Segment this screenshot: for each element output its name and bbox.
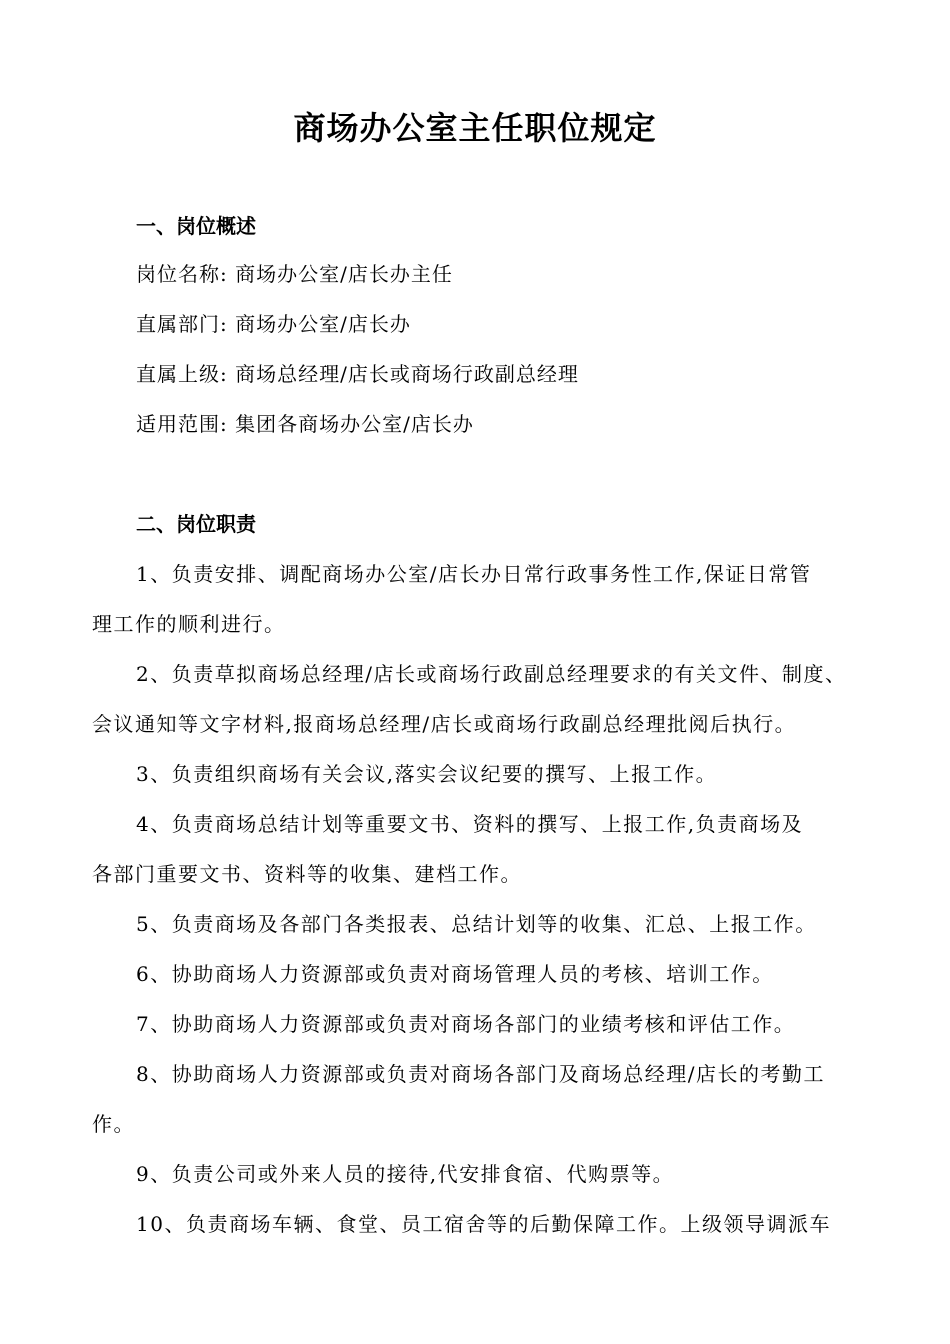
info-row-supervisor: [136, 359, 579, 389]
document-title: 商场办公室主任职位规定: [293, 109, 657, 147]
duty-3-line-1: 3、负责组织商场有关会议,落实会议纪要的撰写、上报工作。: [136, 762, 718, 786]
info-row-department: [136, 309, 411, 339]
info-label: 直属部门:: [136, 312, 228, 336]
duty-2-line-2: 会议通知等文字材料,报商场总经理/店长或商场行政副总经理批阅后执行。: [92, 712, 797, 736]
section-heading-overview: 一、岗位概述: [136, 214, 256, 238]
duty-6-line-1: 6、协助商场人力资源部或负责对商场管理人员的考核、培训工作。: [136, 962, 774, 986]
duty-8-line-2: 作。: [92, 1112, 135, 1136]
duty-8-line-1: 8、协助商场人力资源部或负责对商场各部门及商场总经理/店长的考勤工: [136, 1062, 825, 1086]
duty-7-line-1: 7、协助商场人力资源部或负责对商场各部门的业绩考核和评估工作。: [136, 1012, 796, 1036]
duty-1-line-2: 理工作的顺利进行。: [92, 612, 286, 636]
info-value: 商场总经理/店长或商场行政副总经理: [235, 362, 579, 386]
info-value: 商场办公室/店长办主任: [235, 262, 453, 286]
duty-4-line-1: 4、负责商场总结计划等重要文书、资料的撰写、上报工作,负责商场及: [136, 812, 804, 836]
section-heading-duties: 二、岗位职责: [136, 512, 256, 536]
info-row-position-name: [136, 259, 453, 289]
duty-2-line-1: 2、负责草拟商场总经理/店长或商场行政副总经理要求的有关文件、制度、: [136, 662, 847, 686]
duty-5-line-1: 5、负责商场及各部门各类报表、总结计划等的收集、汇总、上报工作。: [136, 912, 817, 936]
duty-4-line-2: 各部门重要文书、资料等的收集、建档工作。: [92, 862, 522, 886]
duty-1-line-1: 1、负责安排、调配商场办公室/店长办日常行政事务性工作,保证日常管: [136, 562, 812, 586]
info-value: 商场办公室/店长办: [235, 312, 411, 336]
info-label: 岗位名称:: [136, 262, 228, 286]
info-value: 集团各商场办公室/店长办: [235, 412, 474, 436]
duty-9-line-1: 9、负责公司或外来人员的接待,代安排食宿、代购票等。: [136, 1162, 675, 1186]
info-label: 适用范围:: [136, 412, 228, 436]
info-label: 直属上级:: [136, 362, 228, 386]
duty-10-line-1: 10、负责商场车辆、食堂、员工宿舍等的后勤保障工作。上级领导调派车: [136, 1212, 831, 1236]
info-row-scope: [136, 409, 474, 439]
